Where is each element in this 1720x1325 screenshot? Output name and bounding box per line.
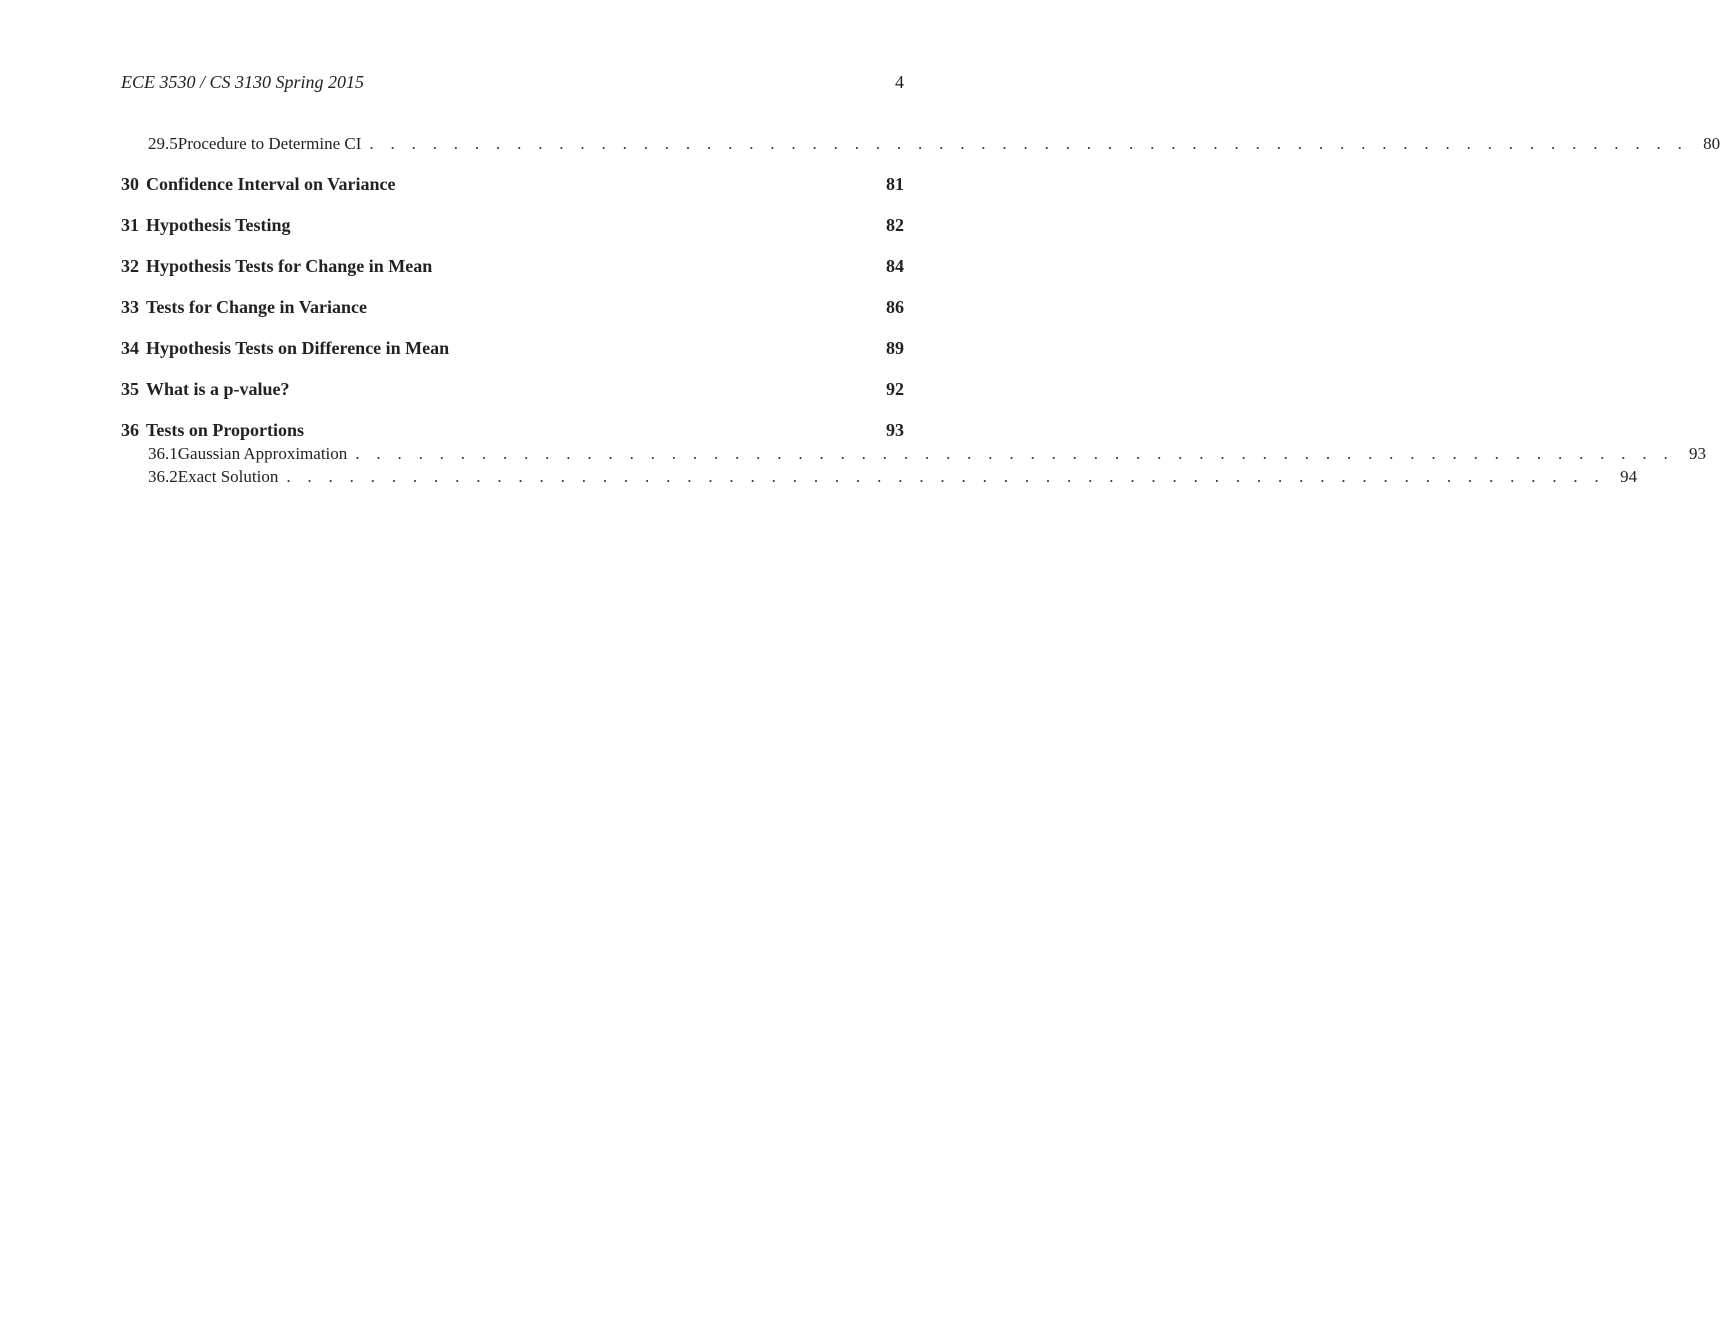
toc-section-title: Hypothesis Tests on Difference in Mean: [146, 338, 450, 358]
toc-entry-title: Exact Solution: [177, 467, 279, 486]
toc-section-page: 81: [886, 174, 904, 194]
toc-section-number: 31: [121, 215, 139, 235]
toc-section-title: What is a p-value?: [146, 379, 290, 399]
toc-section-number: 32: [121, 256, 139, 276]
toc-entry-36[interactable]: [121, 418, 904, 442]
toc-section-number: 30: [121, 174, 139, 194]
toc-entry-33[interactable]: [121, 295, 904, 319]
toc-entry-32[interactable]: [121, 254, 904, 278]
toc-section-number: 35: [121, 379, 139, 399]
toc-section-title: Tests on Proportions: [146, 420, 305, 440]
toc-leader-dots: . . . . . . . . . . . . . . . . . . . . . . . . . . . . . . . . . . . . . . . . . . . . . . . . . . . . . . . . . . . . . . .: [286, 467, 1606, 486]
toc-section-page: 92: [886, 379, 904, 399]
page-number: 4: [895, 72, 904, 92]
toc-entry-page: 80: [1703, 134, 1720, 153]
table-of-contents: [121, 132, 1720, 488]
toc-section-page: 93: [886, 420, 904, 440]
toc-section-title: Tests for Change in Variance: [146, 297, 368, 317]
toc-entry-page: 94: [1620, 467, 1638, 486]
toc-entry-page: 93: [1689, 444, 1707, 463]
toc-section-page: 89: [886, 338, 904, 358]
toc-leader-dots: . . . . . . . . . . . . . . . . . . . . . . . . . . . . . . . . . . . . . . . . . . . . . . . . . . . . . . . . . . . . . . .: [369, 134, 1689, 153]
toc-section-title: Hypothesis Tests for Change in Mean: [146, 256, 433, 276]
toc-leader-dots: . . . . . . . . . . . . . . . . . . . . . . . . . . . . . . . . . . . . . . . . . . . . . . . . . . . . . . . . . . . . . . .: [355, 444, 1675, 463]
toc-entry-title: Gaussian Approximation: [177, 444, 348, 463]
toc-section-number: 34: [121, 338, 139, 358]
toc-entry-36-2[interactable]: [121, 465, 1638, 488]
toc-entry-number: 36.1: [148, 444, 178, 463]
toc-section-page: 82: [886, 215, 904, 235]
toc-entry-31[interactable]: [121, 213, 904, 237]
toc-section-page: 84: [886, 256, 904, 276]
toc-section-number: 33: [121, 297, 139, 317]
toc-entry-title: Procedure to Determine CI: [177, 134, 362, 153]
toc-entry-30[interactable]: [121, 172, 904, 196]
toc-entry-36-1[interactable]: [121, 442, 1707, 465]
toc-section-title: Hypothesis Testing: [146, 215, 291, 235]
toc-entry-35[interactable]: [121, 377, 904, 401]
running-header: [121, 72, 904, 98]
toc-entry-34[interactable]: [121, 336, 904, 360]
toc-entry-29-5[interactable]: [121, 132, 1720, 155]
toc-section-page: 86: [886, 297, 904, 317]
toc-section-title: Confidence Interval on Variance: [146, 174, 396, 194]
running-header-title: ECE 3530 / CS 3130 Spring 2015: [121, 72, 365, 92]
toc-entry-number: 36.2: [148, 467, 178, 486]
toc-section-number: 36: [121, 420, 139, 440]
toc-entry-number: 29.5: [148, 134, 178, 153]
